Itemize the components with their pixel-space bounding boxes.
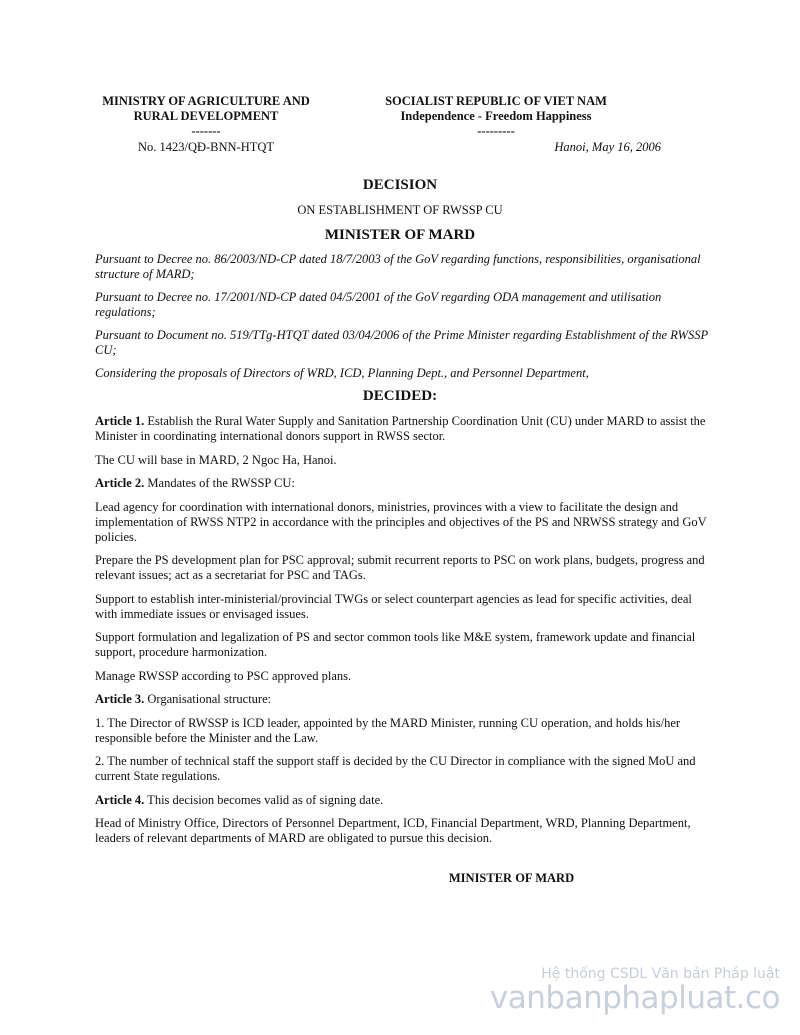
document-date: Hanoi, May 16, 2006	[554, 140, 661, 154]
right-separator: ---------	[477, 124, 515, 138]
article-1-label: Article 1.	[95, 414, 145, 428]
article-2	[95, 476, 710, 491]
preamble-item: Pursuant to Decree no. 86/2003/ND-CP dated 18/7/2003 of the GoV regarding functions, responsibilities, organisational structure of MARD;	[95, 252, 701, 281]
article-4	[95, 793, 710, 808]
preamble	[95, 252, 710, 389]
mandate-item: Prepare the PS development plan for PSC approval; submit recurrent reports to PSC on work plans, budgets, progress and relevant issues; act as a secretariat for PSC and TAGs.	[95, 553, 705, 582]
article-1	[95, 414, 710, 444]
signature-title: MINISTER OF MARD	[448, 871, 575, 885]
article-3	[95, 692, 710, 707]
decided-heading: DECIDED:	[362, 388, 438, 404]
article-2-label: Article 2.	[95, 476, 145, 490]
article-1-location: The CU will base in MARD, 2 Ngoc Ha, Hanoi.	[95, 452, 337, 467]
decision-subtitle: ON ESTABLISHMENT OF RWSSP CU	[297, 203, 503, 217]
article-1-text: Establish the Rural Water Supply and Sanitation Partnership Coordination Unit (CU) under MARD to assist the Minister in coordinating international donors support in RWSS sector.	[95, 414, 706, 443]
article-2-text: Mandates of the RWSSP CU:	[144, 476, 295, 490]
structure-item: 1. The Director of RWSSP is ICD leader, appointed by the MARD Minister, running CU operation, and holds his/her responsible before the Minister and the Law.	[95, 715, 681, 745]
preamble-item: Pursuant to Decree no. 17/2001/ND-CP dated 04/5/2001 of the GoV regarding ODA management and utilisation regulations;	[95, 290, 662, 319]
article-3-label: Article 3.	[95, 692, 145, 706]
watermark-caption: Hệ thống CSDL Văn bản Pháp luật	[541, 966, 780, 982]
closing-clause: Head of Ministry Office, Directors of Personnel Department, ICD, Financial Department, WRD, Planning Department, leaders of relevant departments of MARD are obligated to pursue this decision.	[95, 816, 691, 845]
national-title	[368, 94, 624, 139]
national-motto: Independence - Freedom Happiness	[400, 109, 592, 123]
document-number: No. 1423/QĐ-BNN-HTQT	[137, 140, 275, 154]
mandate-item: Support to establish inter-ministerial/provincial TWGs or select counterpart agencies as lead for specific activities, deal with immediate issues or envisaged issues.	[95, 591, 692, 621]
watermark-site: vanbanphapluat.co	[489, 980, 780, 1016]
issuing-authority	[78, 94, 334, 139]
structure-item: 2. The number of technical staff the support staff is decided by the CU Director in compliance with the signed MoU and current State regulations.	[95, 754, 696, 783]
mandate-item: Lead agency for coordination with international donors, ministries, provinces with a view to facilitate the design and implementation of RWSS NTP2 in accordance with the principles and objectives of the PS and NRWSS strategy and GoV policies.	[95, 499, 707, 544]
decision-title: DECISION	[362, 177, 438, 193]
decision-body	[95, 414, 710, 855]
article-3-text: Organisational structure:	[144, 692, 272, 706]
left-separator: -------	[191, 124, 221, 138]
ministry-name-line1: MINISTRY OF AGRICULTURE AND	[102, 94, 310, 108]
article-4-text: This decision becomes valid as of signing date.	[144, 792, 384, 807]
preamble-item: Considering the proposals of Directors of WRD, ICD, Planning Dept., and Personnel Department,	[95, 366, 589, 380]
country-name: SOCIALIST REPUBLIC OF VIET NAM	[385, 94, 607, 108]
mandate-item: Manage RWSSP according to PSC approved plans.	[95, 668, 352, 683]
ministry-name-line2: RURAL DEVELOPMENT	[133, 109, 279, 123]
authority-title: MINISTER OF MARD	[324, 227, 476, 243]
mandate-item: Support formulation and legalization of PS and sector common tools like M&E system, framework update and financial support, procedure harmonization.	[95, 630, 696, 659]
preamble-item: Pursuant to Document no. 519/TTg-HTQT dated 03/04/2006 of the Prime Minister regarding Establishment of the RWSSP CU;	[95, 328, 708, 357]
article-4-label: Article 4.	[95, 792, 145, 807]
